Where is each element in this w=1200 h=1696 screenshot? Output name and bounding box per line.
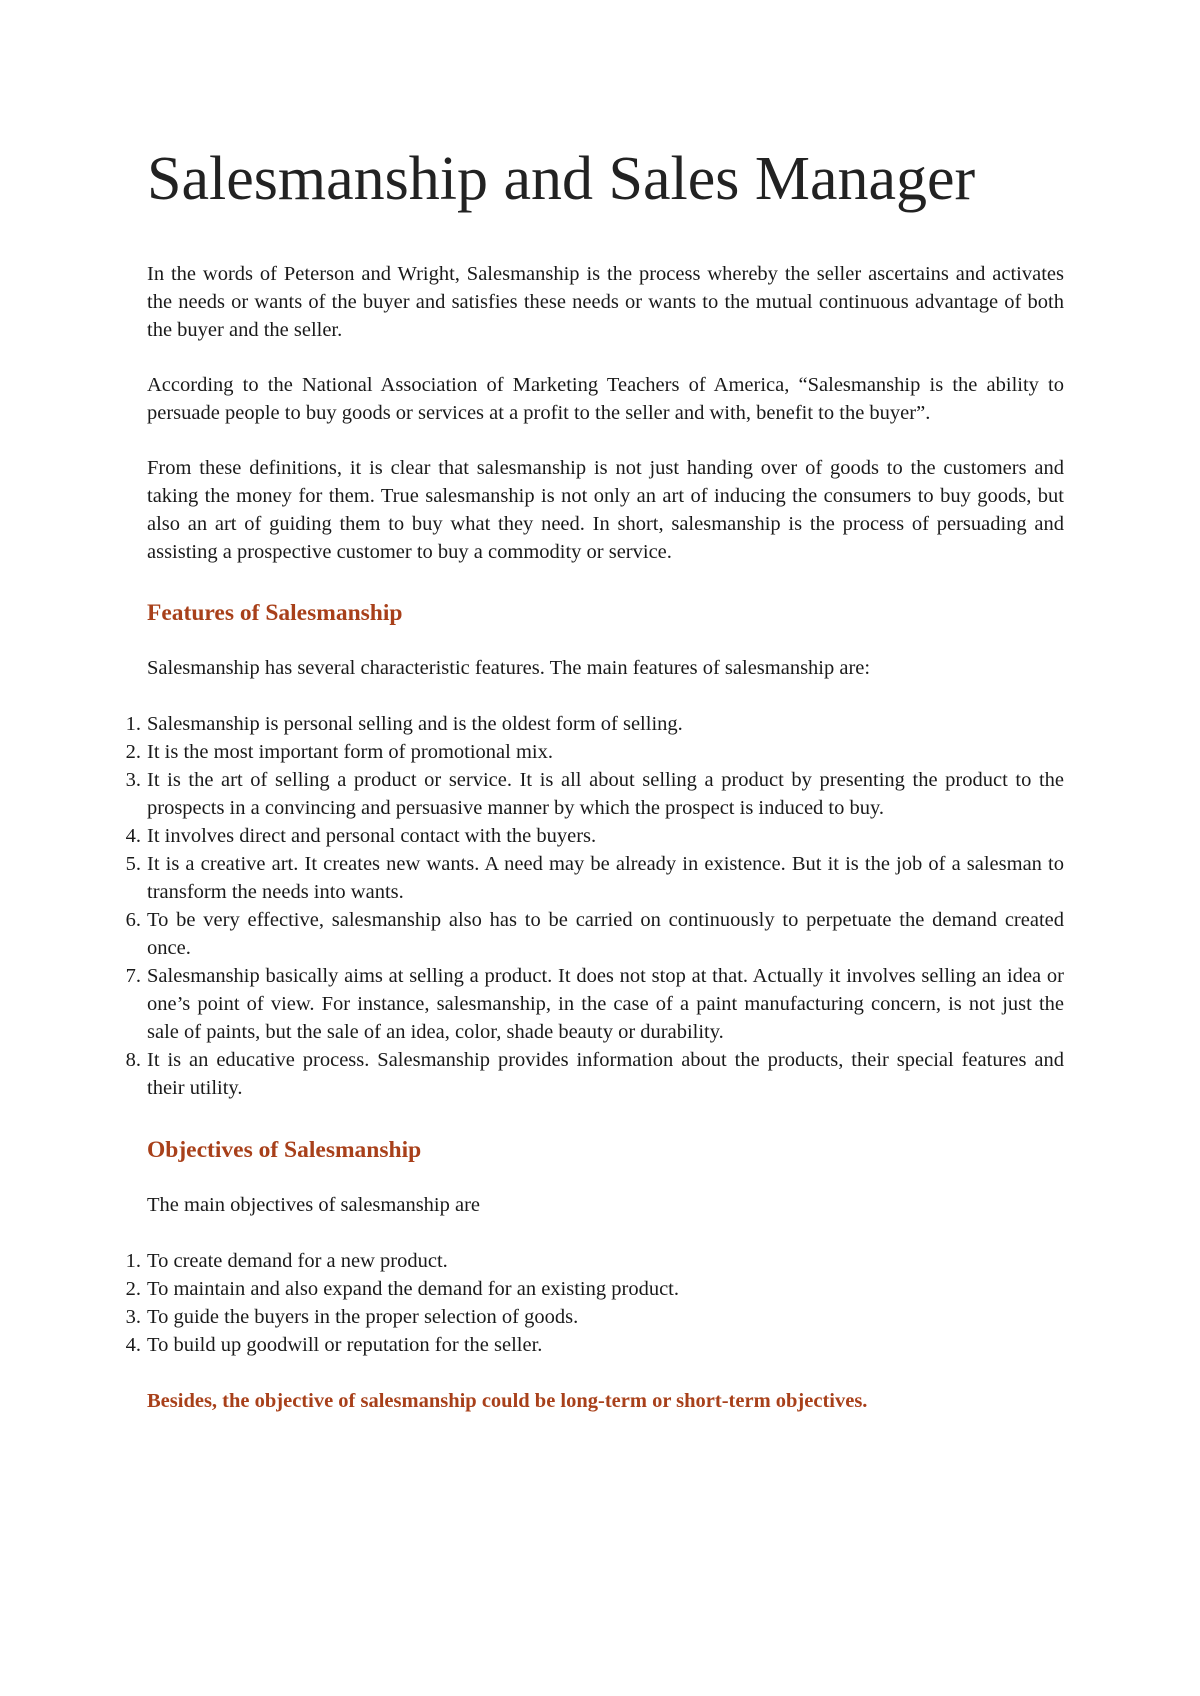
summary-paragraph: From these definitions, it is clear that salesmanship is not just handing over of goods to the customers and taking the money for them. True salesmanship is not only an art of inducing the consumers to buy goods, but also an art of guiding them to buy what they need. In short, salesmanship is the process of persuading and assisting a prospective customer to buy a commodity or service. (147, 457, 1064, 563)
definition-paragraph-nam-teachers: According to the National Association of Marketing Teachers of America, “Salesmanship is the ability to persuade people to buy goods or services at a profit to the seller and with, benefit to the buyer”. (147, 374, 1064, 424)
list-item-number: 1. (125, 1250, 141, 1272)
definition-paragraph-peterson-wright: In the words of Peterson and Wright, Salesmanship is the process whereby the seller ascertains and activates the needs or wants of the buyer and satisfies these needs or wants to the mutual continuous advantage of both the buyer and the seller. (147, 263, 1064, 341)
list-item (125, 766, 1064, 822)
list-item (125, 822, 1064, 850)
list-item-text: It is an educative process. Salesmanship provides information about the products, their special features and their utility. (147, 1049, 1064, 1099)
list-item-text: It is the most important form of promotional mix. (147, 741, 553, 763)
list-item (125, 962, 1064, 1046)
list-item-number: 2. (125, 741, 141, 763)
list-item (125, 738, 1064, 766)
list-item-text: Salesmanship basically aims at selling a product. It does not stop at that. Actually it involves selling an idea or one’s point of view. For instance, salesmanship, in the case of a paint manufacturing concern, is not just the sale of paints, but the sale of an idea, color, shade beauty or durability. (147, 965, 1064, 1043)
list-item-number: 4. (125, 1334, 141, 1356)
features-lead: Salesmanship has several characteristic features. The main features of salesmanship are: (147, 657, 871, 679)
list-item-text: It is a creative art. It creates new wants. A need may be already in existence. But it is the job of a salesman to transform the needs into wants. (147, 853, 1064, 903)
list-item (125, 1275, 1064, 1303)
objectives-heading: Objectives of Salesmanship (147, 1137, 422, 1163)
list-item (125, 1331, 1064, 1359)
list-item (125, 1303, 1064, 1331)
list-item (125, 710, 1064, 738)
closing-statement: Besides, the objective of salesmanship could be long-term or short-term objectives. (147, 1390, 868, 1412)
page-title: Salesmanship and Sales Manager (147, 145, 976, 213)
list-item-number: 1. (125, 713, 141, 735)
list-item-text: Salesmanship is personal selling and is the oldest form of selling. (147, 713, 683, 735)
list-item-text: It involves direct and personal contact with the buyers. (147, 825, 597, 847)
list-item-number: 3. (125, 1306, 141, 1328)
list-item-text: To create demand for a new product. (147, 1250, 448, 1272)
list-item (125, 1247, 1064, 1275)
list-item-text: It is the art of selling a product or service. It is all about selling a product by presenting the product to the prospects in a convincing and persuasive manner by which the prospect is induced to buy. (147, 769, 1064, 819)
features-heading: Features of Salesmanship (147, 600, 403, 626)
list-item-text: To maintain and also expand the demand for an existing product. (147, 1278, 679, 1300)
list-item (125, 1046, 1064, 1102)
features-list (125, 710, 1064, 1102)
objectives-lead: The main objectives of salesmanship are (147, 1194, 481, 1216)
objectives-list (125, 1247, 1064, 1359)
list-item-number: 5. (125, 853, 141, 875)
list-item-text: To build up goodwill or reputation for the seller. (147, 1334, 543, 1356)
list-item-number: 4. (125, 825, 141, 847)
list-item-number: 8. (125, 1049, 141, 1071)
list-item-number: 2. (125, 1278, 141, 1300)
list-item-number: 3. (125, 769, 141, 791)
list-item-text: To be very effective, salesmanship also has to be carried on continuously to perpetuate the demand created once. (147, 909, 1064, 959)
list-item (125, 906, 1064, 962)
document-content (125, 145, 1064, 1415)
list-item (125, 850, 1064, 906)
list-item-number: 7. (125, 965, 141, 987)
list-item-text: To guide the buyers in the proper selection of goods. (147, 1306, 579, 1328)
list-item-number: 6. (125, 909, 141, 931)
